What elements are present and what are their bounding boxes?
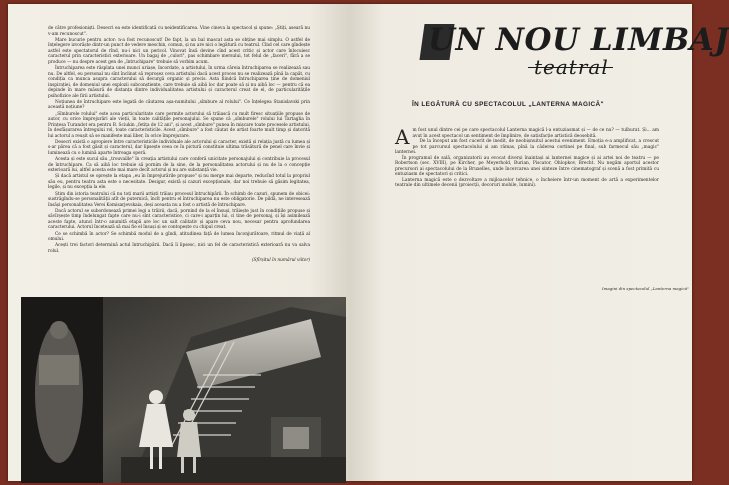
magazine-spread — [8, 4, 729, 481]
right-column-text — [395, 125, 659, 189]
article-title — [422, 20, 729, 100]
drop-cap: A — [395, 125, 410, 149]
left-column-text — [48, 26, 310, 265]
left-paragraph: Acesta și este sucul său „trouvaille" în creația artistului care conferă unicitate personajului și contribuie la procesul de întruchipare. Ca să aibă loc trebuie să pornim de la sine, de la personalitatea actorului și nu de la o concepție exterioară lui, altfel acesta este mai mare decît actorul și nu are substanță vie. — [48, 157, 310, 174]
left-paragraph: Acești trei factori determină actul întruchipării. Dacă îi lipsesc, nici un fel de caracteristică exterioară nu va salva rolul. — [48, 243, 310, 254]
left-paragraph: Noțiunea de întruchipare este legată de căutarea așa-numitului „sîmbure al rolului". Ce înțelegea Stanislavski prin această noțiune? — [48, 99, 310, 111]
right-paragraph: Lanterna magică este o dezvoltare a mijloacelor tehnice, o încheiere într-un moment de artă a experimentelor teatrale din ultimele decenii (proiecții, decoruri mobile, lumini). — [395, 177, 659, 189]
right-paragraph: De la început am fost cucerit de inedit, de neobișnuitul acestui eveniment. Emoția e-a amplificat, a crescut pe tot parcursul spectacolului și am rămas, pînă la căderea cortinei pe final, sub farmecul său „magic" lanternei. — [395, 139, 659, 156]
article-subtitle: ÎN LEGĂTURĂ CU SPECTACOLUL „LANTERNA MAGICĂ" — [412, 101, 604, 108]
left-paragraph: Și dacă artistul se oprește la etapa „eu în împrejurările propuse" și nu merge mai departe, reducînd totul la propriul său eu, pentru teatru asta este o necesitate. Desigur, există și cazuri excepționale, dar noi trebuie să găsim legitatea, legile, și nu excepția la ele. — [48, 174, 310, 191]
left-paragraph: „Sîmburele rolului" este acea particularitate care permite actorului să trăiască cu mult firesc situațiile propuse de autor, cu orice împrejurări ale vieții, în toate calitățile personajului. Se spune că „sîmburele" rolului lui Tartaglia în Prințesa Turandot era pentru B. Sciukin „fetița de 12 ani", și acest „sîmbure" punea în mișcare toate procesele artistului, în desfășurarea întregului rol, toate caracteristicile. Acest „sîmbure" a fost căutat de artist foarte mult timp și datorită lui actorul a reușit să se manifeste mai liber, în orice împrejurare. — [48, 111, 310, 139]
right-page — [350, 4, 729, 481]
left-paragraph: Mare bucurie pentru actor: n-a fost recunoscut! De fapt, la un bal mascat asta se obține mai simplu. O astfel de înțelegere izvorăște dintr-un punct de vedere meschin, comun, și nu are nici o legătură cu teatrul. Cînd cel care gîndește astfel este spectatorul de rînd, nu-i nici un pericol. Vinovat însă devine cînd acest critic și actor care înlocuiesc caracterul prin caracteristici exterioare. Un bagaj de „culori", pas schimbare mersului, tot felul de „faceri", fără a se produce — nu despre acest gen de „întruchipare" trebuie să vorbim acum. — [48, 37, 310, 65]
stage-photo-illustration — [21, 297, 346, 483]
left-paragraph: Știm din istoria teatrului că nu toți marii artiști trăiau procesul întruchipării. În schimb de cazuri, spunem de obicei: sustrăgîndu-se personalității atît de puternică, încît pentru el întruchiparea nu este obligatorie. De pildă, ne interesează însăși personalitatea Verei Komisarjevskaia, deși aceasta nu a fost o artistă de întruchipare. — [48, 191, 310, 208]
left-paragraph: Dacă actorul se subordonează primei legi a trăirii, dacă, pornind de la el însuși, trăiește just în condițiile propuse și săvîrșește timp îndelungat fapte care nu-i sînt caracteristice, ci care-i aparțin lui, ci tine de personaj, și își asimilează aceste fapte, atunci într-o anumită etapă are loc un salt calitativ și apare ceva nou, necesar pentru aprofundarea caracterului. Actorul încetează să mai fie el însuși și se contopește cu chipul creat. — [48, 208, 310, 231]
continuation-note: (Sfîrșitul în numărul viitor) — [251, 258, 310, 264]
right-paragraph: În programul de sală, organizatorii au evocat diverși înaintași ai lanternei magice și ai artei noi de teatru — pe Robertson (sec. XVIII), pe Kircher, pe Meyerhold, Burian, Piscator, Ohlopkov, Brecht. Nu negăm aportul acestor precursori ai spectacolului de la Bruxelles, unde încercarea unei sinteze între cinematograf și scenă a fost primită cu entuziasm de spectatori și critici. — [395, 155, 659, 178]
left-paragraph: Desecri există o apropiere între caracteristicile individuale ale actorului și caracter, există și relația justă cu lumea și s-ar părea că a fost găsit și caracterul, dar lipsește ceea ce în pictură constituie ultima trăsătură de penel care învie și luminează cu o lumină aparte întreaga operă. — [48, 139, 310, 156]
left-paragraph: Întruchiparea este răsplata unei munci uriașe, încordate, a artistului, în urma căreia întruchiparea se realizează sau nu. De altfel, eu personal nu sînt înclinat să reproșez ceva artistului dacă acest proces nu se realizează pînă la capăt, cu condiția ca munca asupra caracterului să decurgă organic și precis. Asta fiindcă întruchiparea ține de domeniul inspirației, de domeniul unei explozii subconștiente, care trebuie să aibă loc dar poate să și nu aibă loc — pentru că ea depinde în mare măsură de distanța dintre individualitatea artistului și caracterul creat de el, de particularitățile psihofizice ale firii artistului. — [48, 66, 310, 99]
title-line-1: UN NOU LIMBAJ — [428, 22, 729, 58]
left-paragraph: Ce se schimbă în actor? Se schimbă modul de a gîndi, atitudinea față de lumea înconjurătoare, ritmul de viață al omului. — [48, 231, 310, 243]
stage-photo — [21, 297, 346, 483]
left-paragraph: de către profesioniști. Desecri ea este identificată cu neidentificarea. Vine cineva la spectacol și spune: „Știți, aseară nu v-am recunoscut". — [48, 26, 310, 37]
photo-caption: Imagini din spectacolul „Lanterna magică" — [602, 286, 689, 291]
title-line-2: teatral — [534, 55, 609, 79]
right-paragraph: m fost unul dintre cei pe care spectacolul Lanterna magică l-a entuziasmat și — de ce nu? — tulburat. Și... am avut în acest spectacol un sentiment de împlinire, de satisfacție artistică deosebită. — [412, 128, 659, 139]
